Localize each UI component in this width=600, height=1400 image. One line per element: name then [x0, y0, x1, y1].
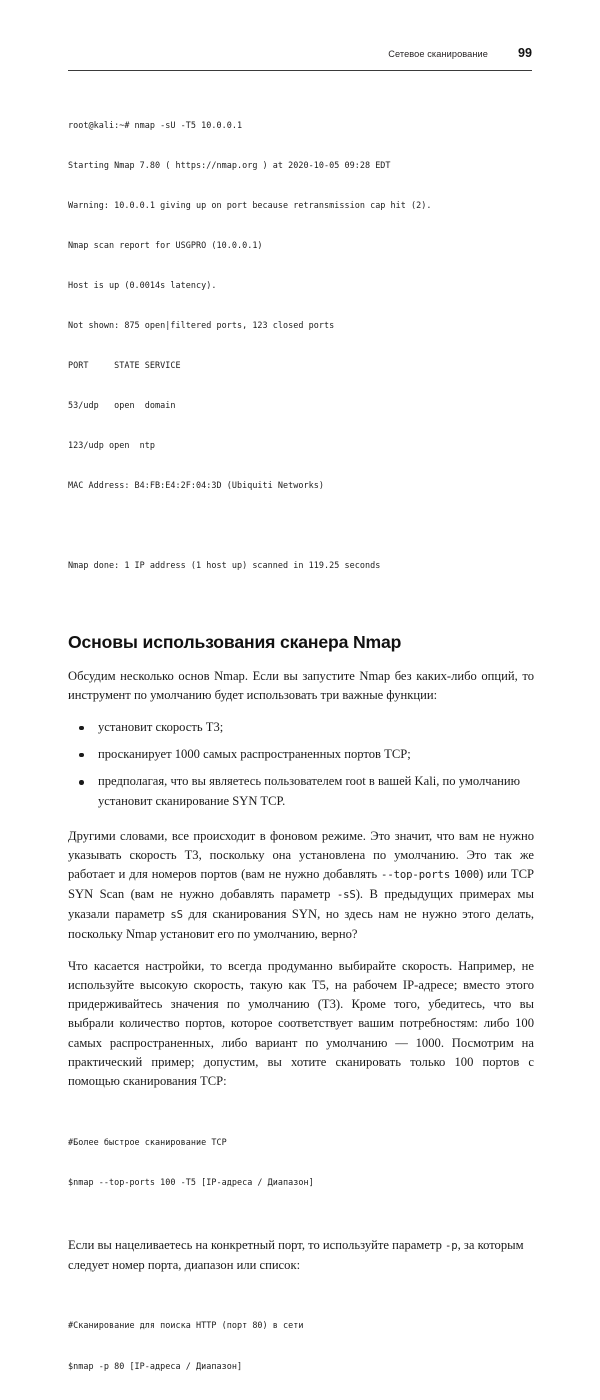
running-head-title: Сетевое сканирование: [388, 49, 488, 59]
intro-paragraph: Обсудим несколько основ Nmap. Если вы запустите Nmap без каких-либо опций, то инструмент по умолчанию будет использовать три важные функции:: [68, 669, 534, 703]
terminal-line-blank: [68, 519, 534, 532]
paragraph-background-mode: [68, 827, 534, 945]
bullet-dot-icon: [79, 753, 84, 758]
terminal-line: Warning: 10.0.0.1 giving up on port because retransmission cap hit (2).: [68, 199, 432, 210]
inline-code-ss-flag: -sS: [336, 888, 356, 901]
paragraph-text-fragment: , за которым следует номер порта, диапазон или список:: [68, 1237, 524, 1272]
terminal-line: Starting Nmap 7.80 ( https://nmap.org ) at 2020-10-05 09:28 EDT: [68, 159, 391, 170]
list-item-label: установит скорость T3;: [98, 720, 224, 735]
feature-bullet-list: [68, 718, 534, 810]
inline-code-top-ports: --top-ports: [381, 868, 451, 881]
code-line: #Более быстрое сканирование TCP: [68, 1136, 227, 1147]
section-heading: Основы использования сканера Nmap: [68, 632, 402, 653]
inline-code-1000: 1000: [454, 868, 480, 881]
paragraph-text-fragment: ) или TCP SYN Scan (вам не нужно добавлять параметр: [68, 866, 534, 901]
list-item: [68, 718, 534, 737]
paragraph-text-fragment: ). В предыдущих примерах мы указали параметр: [68, 886, 534, 921]
bullet-dot-icon: [79, 726, 84, 731]
inline-code-p-flag: -p: [445, 1239, 458, 1252]
terminal-line: MAC Address: B4:FB:E4:2F:04:3D (Ubiquiti Networks): [68, 479, 324, 490]
page-content: [68, 92, 534, 1400]
code-line: $nmap -p 80 [IP-адреса / Диапазон]: [68, 1360, 243, 1371]
running-head: [68, 46, 532, 60]
code-block-http-scan: [68, 1293, 534, 1400]
list-item-label: предполагая, что вы являетесь пользователем root в вашей Kali, по умолчанию установит сканирование SYN TCP.: [98, 774, 521, 808]
terminal-line: 53/udp open domain: [68, 399, 176, 410]
terminal-line: PORT STATE SERVICE: [68, 359, 181, 370]
paragraph-speed-settings: Что касается настройки, то всегда продуманно выбирайте скорость. Например, не используйте высокую скорость, такую как T5, на рабочем IP-адресе; вместо этого придерживайтесь значения по умолчанию (T3). Кроме того, убедитесь, что вы выбрали количество портов, которое соответствует вашим потребностям: либо 100 самых распространенных, либо вариант по умолчанию — 1000. Посмотрим на практический пример; допустим, вы хотите сканировать только 100 портов с помощью сканирования TCP:: [68, 959, 534, 1088]
paragraph-text-fragment: Если вы нацеливаетесь на конкретный порт, то используйте параметр: [68, 1237, 446, 1252]
terminal-line: 123/udp open ntp: [68, 439, 156, 450]
terminal-line: Nmap done: 1 IP address (1 host up) scanned in 119.25 seconds: [68, 560, 381, 571]
terminal-output-block: [68, 92, 534, 599]
paragraph-text-fragment: Другими словами, все происходит в фоновом режиме. Это значит, что вам не нужно указывать скорость T3, поскольку она установлена по умолчанию. Это так же работает и для номеров портов (вам не нужно добавлять: [68, 828, 534, 881]
bullet-dot-icon: [79, 780, 84, 785]
code-line: #Сканирование для поиска HTTP (порт 80) в сети: [68, 1320, 304, 1331]
list-item-label: просканирует 1000 самых распространенных портов TCP;: [98, 747, 411, 762]
inline-code-ss: sS: [170, 909, 183, 921]
code-block-fast-tcp-scan: [68, 1109, 534, 1216]
header-rule: [68, 70, 532, 71]
terminal-line: root@kali:~# nmap -sU -T5 10.0.0.1: [68, 119, 243, 130]
terminal-line: Not shown: 875 open|filtered ports, 123 closed ports: [68, 319, 335, 330]
list-item: [68, 772, 534, 810]
list-item: [68, 745, 534, 764]
terminal-line: Nmap scan report for USGPRO (10.0.0.1): [68, 239, 263, 250]
page-number: 99: [517, 46, 532, 60]
code-line: $nmap --top-ports 100 -T5 [IP-адреса / Диапазон]: [68, 1176, 314, 1187]
paragraph-port-parameter: [68, 1236, 534, 1275]
paragraph-text-fragment: для сканирования SYN, но здесь нам не нужно этого делать, поскольку Nmap установит его по умолчанию, верно?: [68, 907, 534, 942]
terminal-line: Host is up (0.0014s latency).: [68, 279, 217, 290]
